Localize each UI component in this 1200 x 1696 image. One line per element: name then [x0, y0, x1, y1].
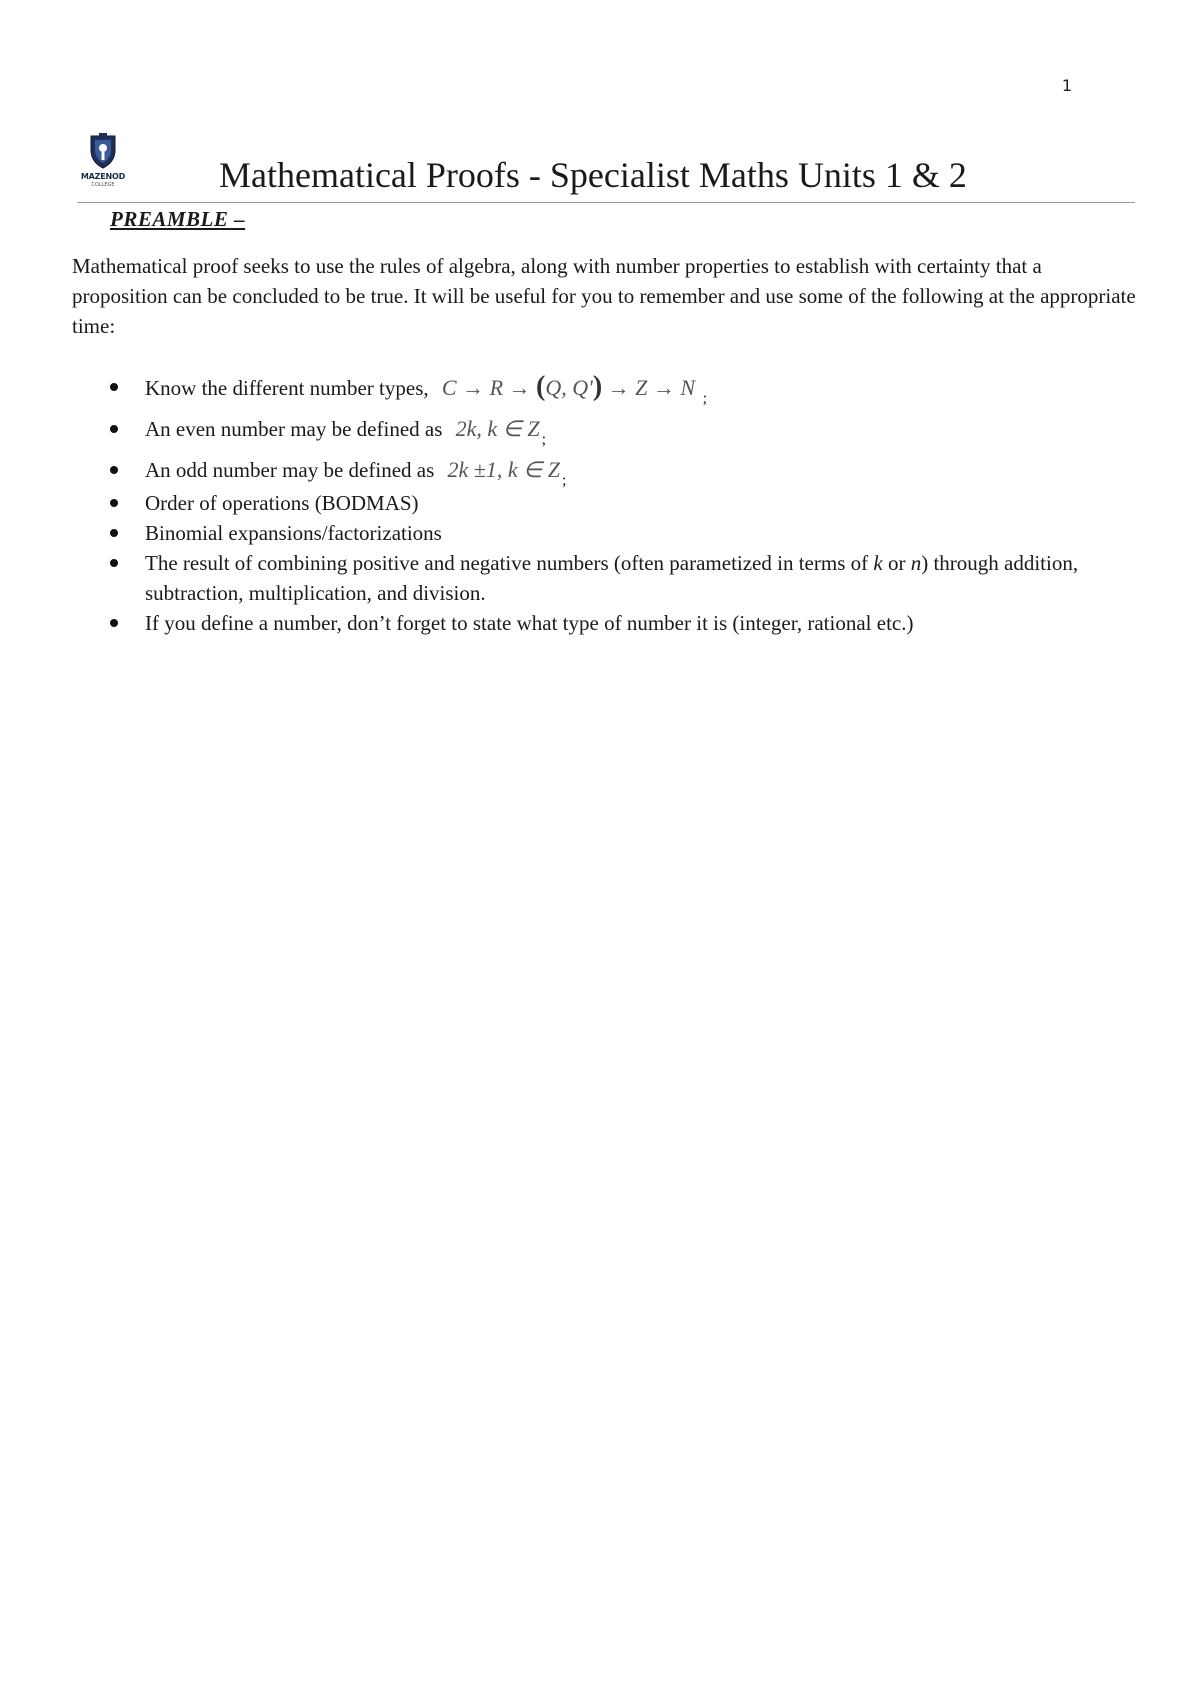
- page-number: 1: [1061, 76, 1072, 95]
- bullet-suffix: ;: [562, 472, 567, 489]
- bullet-icon: [110, 559, 118, 567]
- logo-subtext: COLLEGE: [91, 182, 115, 188]
- list-item: [72, 548, 1142, 608]
- bullet-text-end: ) through addition, subtraction, multiplication, and division.: [145, 551, 1079, 605]
- bullet-text: Order of operations (BODMAS): [145, 491, 419, 515]
- bullet-icon: [110, 383, 118, 391]
- list-item: [72, 488, 1142, 518]
- list-item: [72, 608, 1142, 638]
- preamble-heading: PREAMBLE –: [110, 207, 246, 231]
- list-item: [72, 518, 1142, 548]
- formula-close-paren: ): [592, 371, 603, 402]
- odd-number-formula: 2k ±1, k ∈ Z: [447, 457, 561, 482]
- school-crest-icon: [77, 132, 129, 188]
- number-types-formula: [441, 371, 701, 402]
- list-item: [72, 455, 1142, 488]
- intro-paragraph: Mathematical proof seeks to use the rules of algebra, along with number properties to establish with certainty that a proposition can be concluded to be true. It will be useful for you to remember and use some of the following at the appropriate time:: [72, 254, 1136, 338]
- bullet-text: If you define a number, don’t forget to state what type of number it is (integer, rational etc.): [145, 611, 914, 635]
- formula-c: C →: [441, 375, 485, 400]
- bullet-text-start: The result of combining positive and negative numbers (often parametized in terms of: [145, 551, 874, 575]
- bullet-icon: [110, 425, 118, 433]
- list-item: [72, 414, 1142, 447]
- list-item: [72, 372, 1142, 406]
- bullet-text-or: or: [882, 551, 911, 575]
- bullet-icon: [110, 529, 118, 537]
- document-header: [77, 130, 1135, 203]
- document-title: Mathematical Proofs - Specialist Maths Units 1 & 2: [219, 155, 967, 195]
- bullet-list: [72, 372, 1142, 638]
- bullet-icon: [110, 466, 118, 474]
- bullet-icon: [110, 619, 118, 627]
- bullet-text: Binomial expansions/factorizations: [145, 521, 442, 545]
- variable-n: n: [910, 551, 922, 575]
- variable-k: k: [873, 551, 883, 575]
- even-number-formula: 2k, k ∈ Z: [455, 416, 540, 441]
- bullet-text: An odd number may be defined as: [145, 458, 435, 482]
- logo-text: MAZENOD: [80, 172, 126, 181]
- bullet-suffix: ;: [702, 390, 708, 407]
- bullet-text: An even number may be defined as: [145, 417, 443, 441]
- formula-q: Q, Q': [545, 375, 593, 400]
- bullet-suffix: ;: [541, 431, 547, 448]
- formula-open-paren: (: [536, 371, 546, 402]
- formula-r: R →: [489, 375, 531, 400]
- bullet-text: Know the different number types,: [145, 376, 429, 400]
- bullet-icon: [110, 499, 118, 507]
- formula-rest: → Z → N: [607, 375, 696, 400]
